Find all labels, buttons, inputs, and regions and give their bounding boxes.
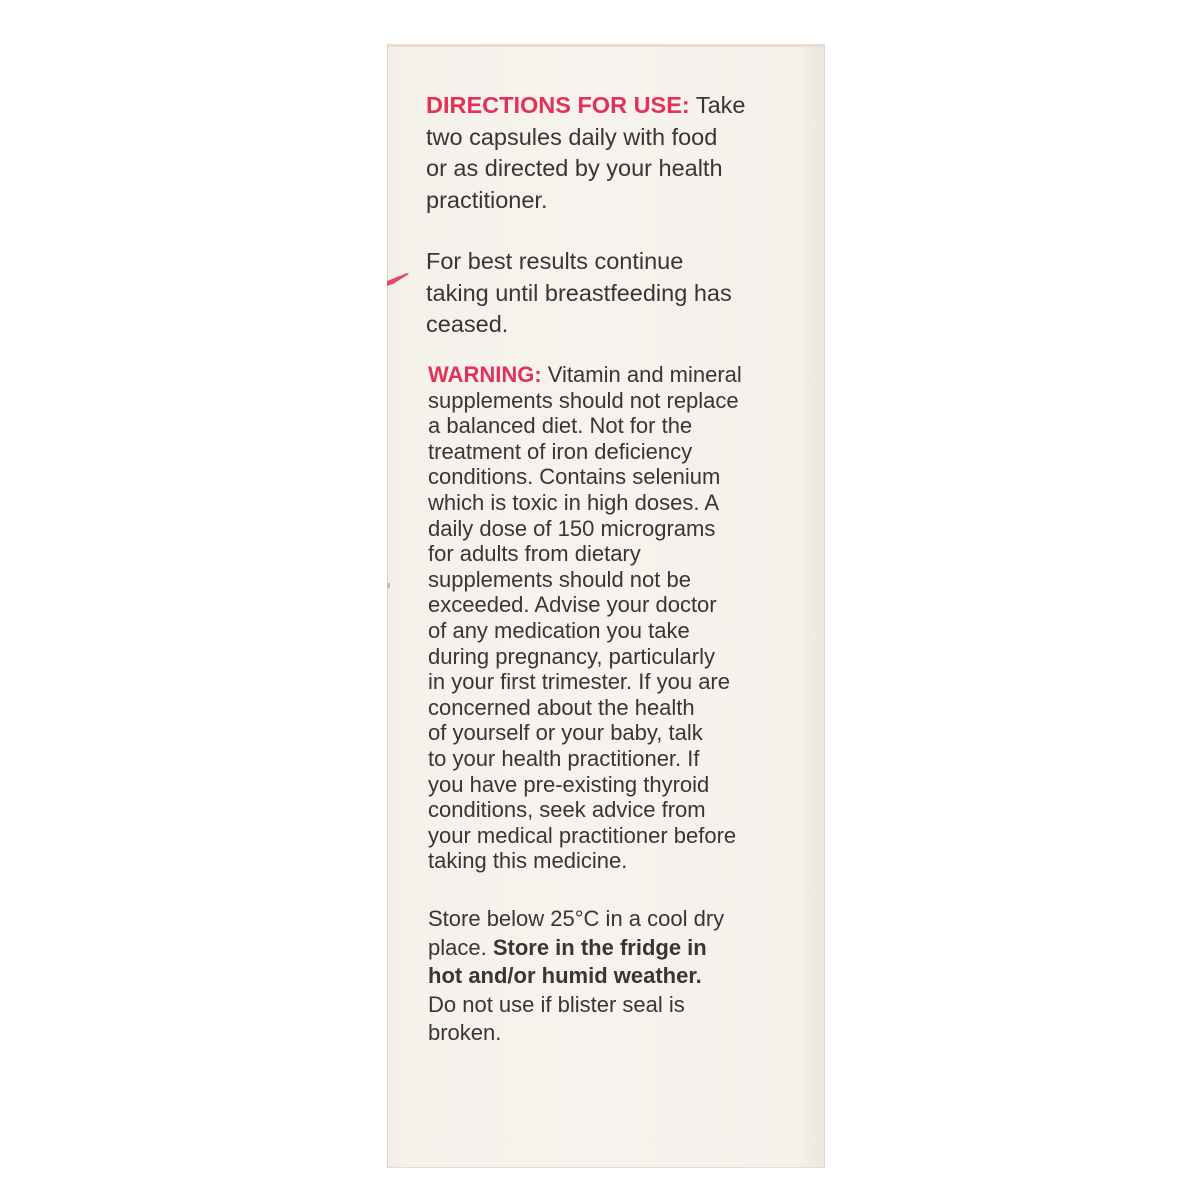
storage-weather-note: hot and/or humid weather.: [428, 963, 702, 989]
warning-heading: WARNING:: [428, 362, 542, 387]
warning-line: treatment of iron deficiency: [428, 438, 693, 464]
warning-line-1-text: Vitamin and mineral: [541, 362, 742, 387]
warning-line: of any medication you take: [428, 617, 690, 643]
warning-line: daily dose of 150 micrograms: [428, 515, 716, 541]
carton-swoosh-mark: [387, 268, 409, 292]
best-results-line-2: taking until breastfeeding has: [426, 279, 732, 306]
warning-line-1: [428, 362, 798, 388]
directions-line-4: practitioner.: [426, 186, 548, 213]
warning-line: your medical practitioner before: [428, 822, 737, 848]
warning-line: in your first trimester. If you are: [428, 669, 730, 695]
storage-line-1: Store below 25°C in a cool dry: [428, 906, 725, 931]
warning-line: you have pre-existing thyroid: [428, 771, 710, 797]
carton-side-mark: [387, 583, 390, 588]
storage-fridge-note: Store in the fridge in: [492, 934, 707, 960]
carton-top-edge: [388, 44, 824, 47]
warning-statement: [428, 362, 798, 874]
warning-line: taking this medicine.: [428, 848, 628, 874]
warning-line: for adults from dietary: [428, 541, 641, 567]
warning-line: during pregnancy, particularly: [428, 643, 715, 669]
directions-line-3: or as directed by your health: [426, 155, 723, 181]
warning-line: concerned about the health: [428, 694, 695, 720]
best-results-line-3: ceased.: [426, 311, 509, 337]
directions-line-2: two capsules daily with food: [426, 123, 718, 150]
directions-line-1: [426, 90, 806, 122]
best-results-line-1: For best results continue: [426, 248, 684, 274]
storage-instructions: [428, 905, 808, 1048]
best-results-note: [426, 246, 806, 341]
warning-line: of yourself or your baby, talk: [428, 720, 703, 746]
storage-line-4: Do not use if blister seal is: [428, 991, 685, 1017]
warning-line: to your health practitioner. If: [428, 745, 700, 771]
directions-for-use: [426, 90, 806, 216]
storage-line-2-text: place.: [428, 934, 493, 960]
warning-line: which is toxic in high doses. A: [428, 489, 720, 515]
directions-heading: DIRECTIONS FOR USE:: [426, 92, 690, 118]
warning-line: a balanced diet. Not for the: [428, 413, 693, 439]
storage-line-2: [428, 934, 808, 963]
warning-line: conditions, seek advice from: [428, 797, 706, 823]
warning-line: supplements should not be: [428, 566, 691, 592]
directions-line-1-text: Take: [689, 92, 746, 118]
storage-line-5: broken.: [428, 1020, 502, 1046]
warning-line: supplements should not replace: [428, 387, 739, 413]
warning-line: conditions. Contains selenium: [428, 464, 721, 490]
warning-line: exceeded. Advise your doctor: [428, 592, 717, 618]
